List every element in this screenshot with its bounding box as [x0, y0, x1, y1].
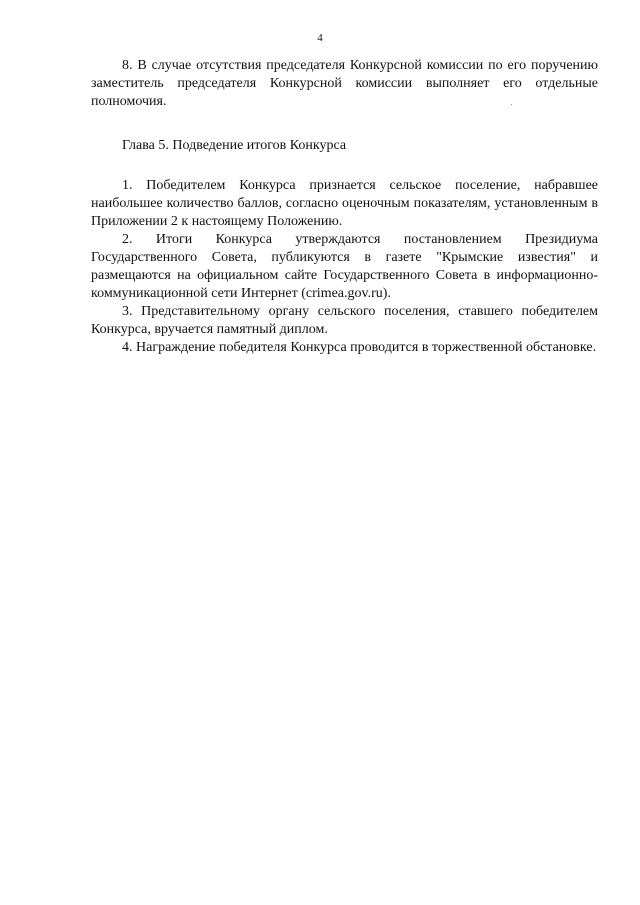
- paragraph-2: 2. Итоги Конкурса утверждаются постановлением Президиума Государственного Совета, публикуются в газете "Крымские известия" и размещаются на официальном сайте Государственного Совета в информационно-коммуникационной сети Интернет (crimea.gov.ru).: [91, 232, 598, 301]
- document-body: [91, 57, 598, 357]
- paragraph-1: 1. Победителем Конкурса признается сельское поселение, набравшее наибольшее количество баллов, согласно оценочным показателям, установленным в Приложении 2 к настоящему Положению.: [91, 178, 598, 229]
- paragraph-4: 4. Награждение победителя Конкурса проводится в торжественной обстановке.: [122, 340, 597, 355]
- chapter-heading: Глава 5. Подведение итогов Конкурса: [122, 138, 347, 153]
- page-number: 4: [317, 32, 323, 44]
- paragraph-8: 8. В случае отсутствия председателя Конкурсной комиссии по его поручению заместитель председателя Конкурсной комиссии выполняет его отдельные полномочия.: [91, 58, 598, 109]
- chapter-paragraphs: [91, 177, 598, 357]
- paragraph-3: 3. Представительному органу сельского поселения, ставшего победителем Конкурса, вручается памятный диплом.: [91, 304, 598, 337]
